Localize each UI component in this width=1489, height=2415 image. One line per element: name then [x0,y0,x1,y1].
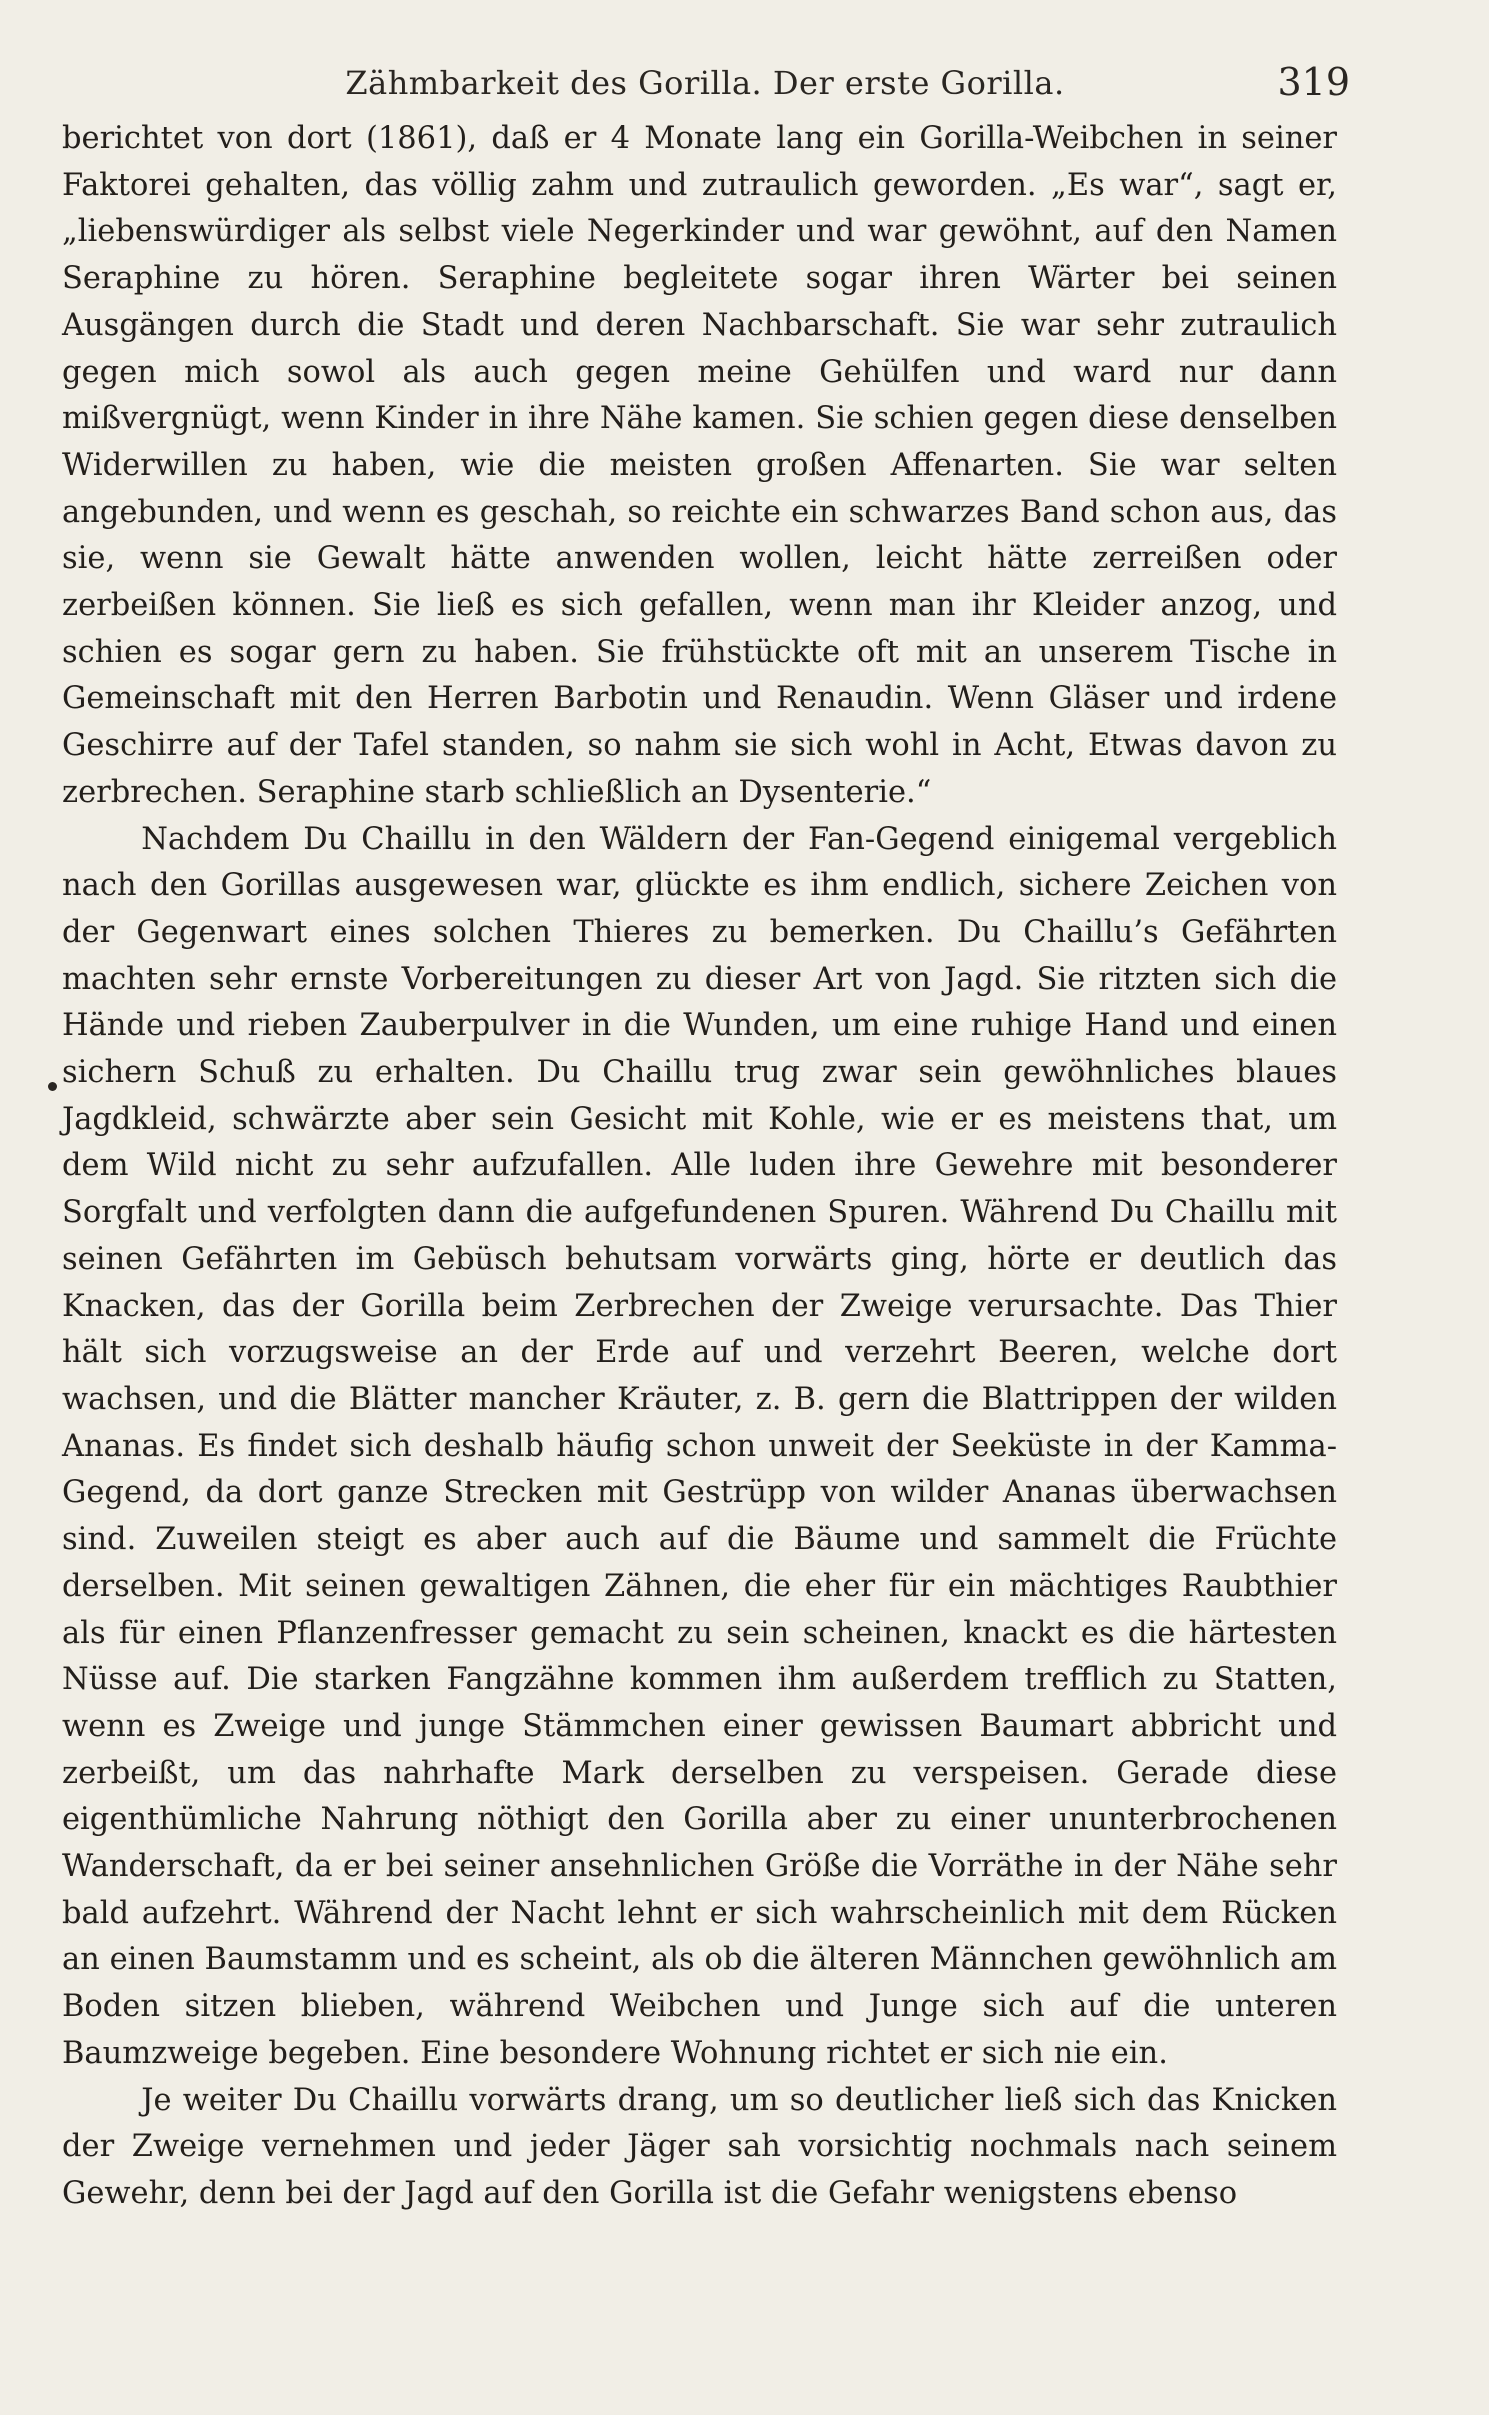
running-head [60,60,1350,106]
paragraph-du-chaillu-hunt: Nachdem Du Chaillu in den Wäldern der Fan-Gegend einigemal vergeblich nach den Gorillas ausgewesen war, glückte es ihm endlich, sichere Zeichen von der Gegenwart eines solchen Thieres zu bemerken. Du Chaillu’s Gefährten machten sehr ernste Vorbereitungen zu dieser Art von Jagd. Sie ritzten sich die Hände und rieben Zauberpulver in die Wunden, um eine ruhige Hand und einen sichern Schuß zu erhalten. Du Chaillu trug zwar sein gewöhnliches blaues Jagdkleid, schwärzte aber sein Gesicht mit Kohle, wie er es meistens that, um dem Wild nicht zu sehr aufzufallen. Alle luden ihre Gewehre mit besonderer Sorgfalt und verfolgten dann die aufgefundenen Spuren. Während Du Chaillu mit seinen Gefährten im Gebüsch behutsam vorwärts ging, hörte er deutlich das Knacken, das der Gorilla beim Zerbrechen der Zweige verursachte. Das Thier hält sich vorzugsweise an der Erde auf und verzehrt Beeren, welche dort wachsen, und die Blätter mancher Kräuter, z. B. gern die Blattrippen der wilden Ananas. Es findet sich deshalb häufig schon unweit der Seeküste in der Kamma-Gegend, da dort ganze Strecken mit Gestrüpp von wilder Ananas überwachsen sind. Zuweilen steigt es aber auch auf die Bäume und sammelt die Früchte derselben. Mit seinen gewaltigen Zähnen, die eher für ein mächtiges Raubthier als für einen Pflanzenfresser gemacht zu sein scheinen, knackt es die härtesten Nüsse auf. Die starken Fangzähne kommen ihm außerdem trefflich zu Statten, wenn es Zweige und junge Stämmchen einer gewissen Baumart abbricht und zerbeißt, um das nahrhafte Mark derselben zu verspeisen. Gerade diese eigenthümliche Nahrung nöthigt den Gorilla aber zu einer ununterbrochenen Wanderschaft, da er bei seiner ansehnlichen Größe die Vorräthe in der Nähe sehr bald aufzehrt. Während der Nacht lehnt er sich wahrscheinlich mit dem Rücken an einen Baumstamm und es scheint, als ob die älteren Männchen gewöhnlich am Boden sitzen blieben, während Weibchen und Junge sich auf die unteren Baumzweige begeben. Eine besondere Wohnung richtet er sich nie ein. [62,821,1337,2071]
paragraph-approach: Je weiter Du Chaillu vorwärts drang, um so deutlicher ließ sich das Knicken der Zweige vernehmen und jeder Jäger sah vorsichtig nochmals nach seinem Gewehr, denn bei der Jagd auf den Gorilla ist die Gefahr wenigstens ebenso [62,2082,1337,2211]
margin-ink-dot [48,1082,57,1091]
paragraph-seraphine: berichtet von dort (1861), daß er 4 Monate lang ein Gorilla-Weibchen in seiner Faktorei gehalten, das völlig zahm und zutraulich geworden. „Es war“, sagt er, „liebenswürdiger als selbst viele Negerkinder und war gewöhnt, auf den Namen Seraphine zu hören. Seraphine begleitete sogar ihren Wärter bei seinen Ausgängen durch die Stadt und deren Nachbarschaft. Sie war sehr zutraulich gegen mich sowol als auch gegen meine Gehülfen und ward nur dann mißvergnügt, wenn Kinder in ihre Nähe kamen. Sie schien gegen diese denselben Widerwillen zu haben, wie die meisten großen Affenarten. Sie war selten angebunden, und wenn es geschah, so reichte ein schwarzes Band schon aus, das sie, wenn sie Gewalt hätte anwenden wollen, leicht hätte zerreißen oder zerbeißen können. Sie ließ es sich gefallen, wenn man ihr Kleider anzog, und schien es sogar gern zu haben. Sie frühstückte oft mit an unserem Tische in Gemeinschaft mit den Herren Barbotin und Renaudin. Wenn Gläser und irdene Geschirre auf der Tafel standen, so nahm sie sich wohl in Acht, Etwas davon zu zerbrechen. Seraphine starb schließlich an Dysenterie.“ [62,121,1337,810]
body-text [62,116,1337,2218]
running-title: Zähmbarkeit des Gorilla. Der erste Gorilla. [345,64,1065,102]
page-number: 319 [1277,60,1350,104]
